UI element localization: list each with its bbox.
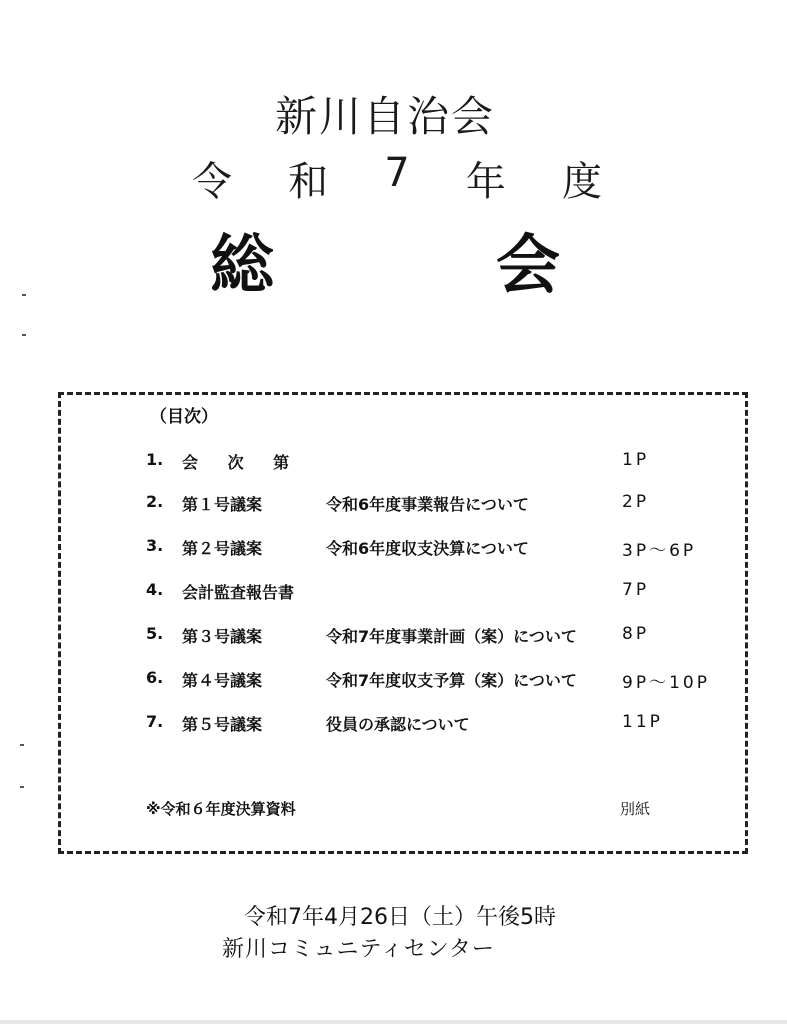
toc-item-number: 2. [146,492,164,511]
toc-heading: （目次） [150,407,218,427]
general-meeting-title [210,214,560,306]
toc-item-description: 役員の承認について [326,715,470,734]
toc-item-label: 会計監査報告書 [182,583,295,602]
toc-item-page: 2P [622,492,650,512]
year-char: 和 [288,159,329,205]
toc-item-number: 5. [146,624,164,643]
toc-item-label: 第４号議案 [182,671,263,690]
year-char: 度 [561,159,602,205]
toc-item-label: 第２号議案 [182,539,263,558]
scan-speck [22,334,26,336]
meeting-date: 令和7年4月26日（土）午後5時 [244,905,556,930]
toc-item-label: 会 次 第 [182,453,302,472]
toc-item-page: 1P [622,450,650,470]
toc-item-page: 11P [622,712,663,732]
appendix-label: ※令和６年度決算資料 [146,800,296,818]
year-char: 7 [384,150,410,196]
toc-item-number: 6. [146,668,164,687]
toc-item-number: 1. [146,450,164,469]
meeting-venue: 新川コミュニティセンター [222,937,495,962]
year-char: 令 [192,159,232,205]
toc-item-label: 第３号議案 [182,627,263,646]
organization-title: 新川自治会 [274,92,495,141]
page-bottom-edge [0,1020,787,1024]
toc-item-label: 第５号議案 [182,715,263,734]
toc-item-description: 令和6年度収支決算について [326,539,529,558]
scan-speck [20,744,24,746]
toc-item-description: 令和7年度事業計画（案）について [326,627,577,646]
scan-speck [20,786,24,788]
toc-item-number: 3. [146,536,164,555]
meeting-char: 会 [496,229,560,303]
appendix-page: 別紙 [620,800,651,818]
fiscal-year-title [192,150,602,207]
toc-item-description: 令和7年度収支予算（案）について [326,671,577,690]
scan-speck [22,294,26,296]
toc-item-page: 3P～6P [622,541,697,561]
year-char: 年 [465,159,506,205]
toc-item-number: 4. [146,580,164,599]
toc-item-label: 第１号議案 [182,495,263,514]
toc-item-page: 8P [622,624,650,644]
toc-item-number: 7. [146,712,164,731]
meeting-char: 総 [210,229,274,303]
toc-item-page: 7P [622,580,650,600]
toc-item-page: 9P～10P [622,673,710,693]
toc-item-description: 令和6年度事業報告について [326,495,529,514]
